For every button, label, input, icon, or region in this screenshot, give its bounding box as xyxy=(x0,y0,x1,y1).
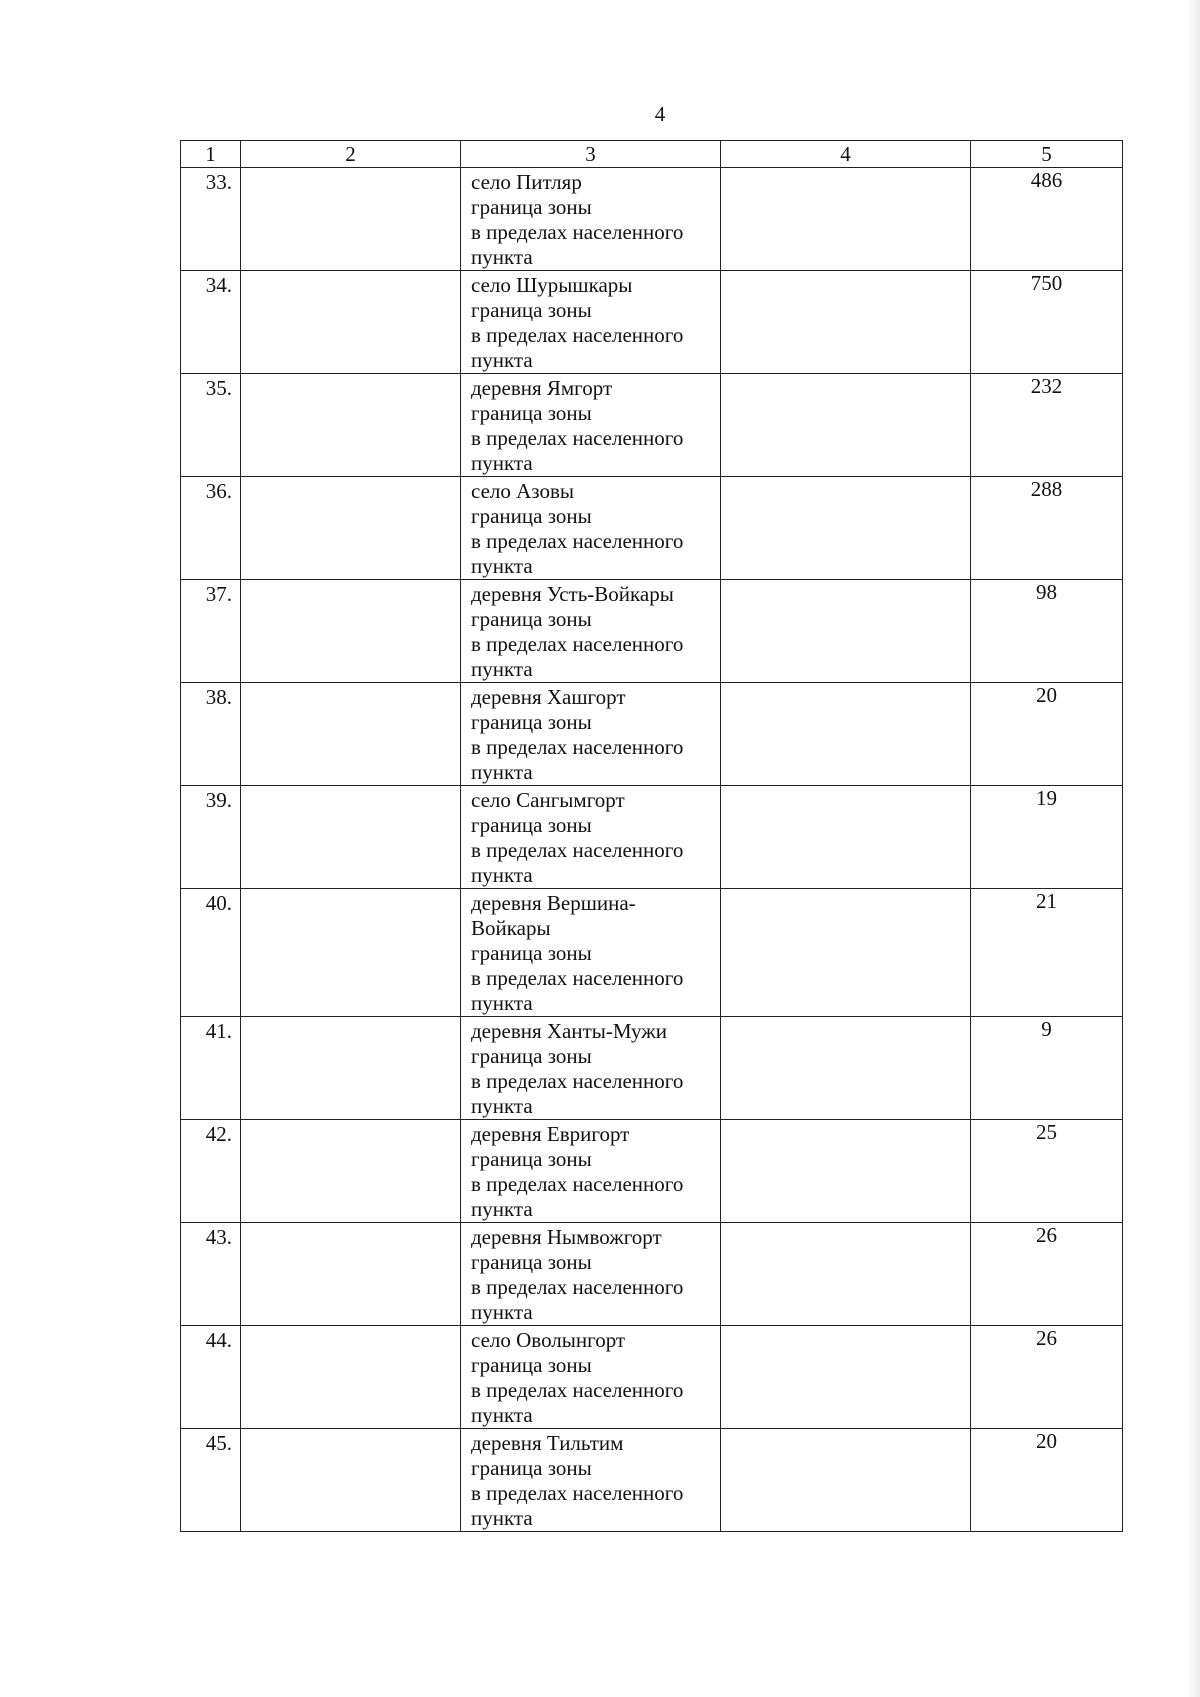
row-value: 288 xyxy=(1030,477,1063,501)
column-4-cell xyxy=(721,1223,971,1326)
value-cell xyxy=(971,1017,1123,1120)
zone-boundary-text: граница зоны xyxy=(471,195,592,219)
settlement-cell xyxy=(461,1223,721,1326)
zone-boundary-text: граница зоны xyxy=(471,504,592,528)
table-row xyxy=(181,1120,1123,1223)
row-number-cell xyxy=(181,168,241,271)
settlement-name: деревня Усть-Войкары xyxy=(471,582,674,606)
row-number-cell xyxy=(181,477,241,580)
settlement-cell xyxy=(461,580,721,683)
column-2-cell xyxy=(241,889,461,1017)
table-row xyxy=(181,580,1123,683)
settlement-cell xyxy=(461,683,721,786)
row-number-cell xyxy=(181,271,241,374)
row-number-cell xyxy=(181,1326,241,1429)
value-cell xyxy=(971,889,1123,1017)
row-number: 38. xyxy=(205,685,232,709)
column-4-cell xyxy=(721,889,971,1017)
column-4-cell xyxy=(721,1429,971,1532)
scope-text: в пределах населенного xyxy=(471,1275,684,1299)
row-number: 36. xyxy=(205,479,232,503)
zone-boundary-text: граница зоны xyxy=(471,813,592,837)
row-number-cell xyxy=(181,683,241,786)
header-cell-3: 3 xyxy=(461,141,721,168)
settlements-table xyxy=(180,140,1123,1532)
value-cell xyxy=(971,1223,1123,1326)
column-4-cell xyxy=(721,683,971,786)
zone-boundary-text: граница зоны xyxy=(471,1044,592,1068)
row-value: 486 xyxy=(1030,168,1063,192)
settlement-cell xyxy=(461,168,721,271)
table-row xyxy=(181,889,1123,1017)
column-4-cell xyxy=(721,1326,971,1429)
table-row xyxy=(181,786,1123,889)
scope-text: в пределах населенного xyxy=(471,529,684,553)
value-cell xyxy=(971,271,1123,374)
settlement-name: деревня Ханты-Мужи xyxy=(471,1019,668,1043)
column-4-cell xyxy=(721,271,971,374)
row-number-cell xyxy=(181,1017,241,1120)
column-2-cell xyxy=(241,1223,461,1326)
scope-text-continued: пункта xyxy=(471,1300,533,1324)
table-row xyxy=(181,168,1123,271)
scope-text: в пределах населенного xyxy=(471,1481,684,1505)
settlement-cell xyxy=(461,1326,721,1429)
scope-text: в пределах населенного xyxy=(471,1378,684,1402)
scope-text-continued: пункта xyxy=(471,991,533,1015)
column-2-cell xyxy=(241,1429,461,1532)
row-value: 750 xyxy=(1030,271,1063,295)
settlement-name-continued: Войкары xyxy=(471,916,551,940)
settlement-cell xyxy=(461,1120,721,1223)
row-number: 33. xyxy=(205,170,232,194)
row-number: 40. xyxy=(205,891,232,915)
scope-text: в пределах населенного xyxy=(471,1069,684,1093)
row-number-cell xyxy=(181,1223,241,1326)
column-2-cell xyxy=(241,1326,461,1429)
row-value: 26 xyxy=(1036,1223,1057,1247)
scope-text-continued: пункта xyxy=(471,863,533,887)
value-cell xyxy=(971,1429,1123,1532)
row-number: 39. xyxy=(205,788,232,812)
row-number: 41. xyxy=(205,1019,232,1043)
column-2-cell xyxy=(241,374,461,477)
scope-text-continued: пункта xyxy=(471,451,533,475)
row-number-cell xyxy=(181,786,241,889)
scope-text-continued: пункта xyxy=(471,554,533,578)
table-row xyxy=(181,683,1123,786)
scope-text: в пределах населенного xyxy=(471,966,684,990)
zone-boundary-text: граница зоны xyxy=(471,401,592,425)
row-number: 43. xyxy=(205,1225,232,1249)
scope-text-continued: пункта xyxy=(471,1403,533,1427)
settlement-cell xyxy=(461,477,721,580)
row-value: 232 xyxy=(1030,374,1063,398)
settlement-cell xyxy=(461,1429,721,1532)
row-number: 42. xyxy=(205,1122,232,1146)
header-cell-1: 1 xyxy=(181,141,241,168)
zone-boundary-text: граница зоны xyxy=(471,1250,592,1274)
scope-text-continued: пункта xyxy=(471,348,533,372)
scope-text-continued: пункта xyxy=(471,760,533,784)
column-4-cell xyxy=(721,1017,971,1120)
zone-boundary-text: граница зоны xyxy=(471,1147,592,1171)
row-value: 25 xyxy=(1036,1120,1057,1144)
value-cell xyxy=(971,1326,1123,1429)
row-number-cell xyxy=(181,1429,241,1532)
table-row xyxy=(181,477,1123,580)
column-2-cell xyxy=(241,786,461,889)
settlement-name: деревня Евригорт xyxy=(471,1122,630,1146)
table-row xyxy=(181,1223,1123,1326)
row-value: 26 xyxy=(1036,1326,1057,1350)
settlement-cell xyxy=(461,374,721,477)
page-number: 4 xyxy=(654,102,666,126)
header-cell-5: 5 xyxy=(971,141,1123,168)
settlement-name: деревня Ямгорт xyxy=(471,376,613,400)
row-number-cell xyxy=(181,889,241,1017)
settlement-name: деревня Вершина- xyxy=(471,891,636,915)
scope-text-continued: пункта xyxy=(471,245,533,269)
column-4-cell xyxy=(721,374,971,477)
header-cell-2: 2 xyxy=(241,141,461,168)
table-body xyxy=(181,168,1123,1532)
scope-text: в пределах населенного xyxy=(471,735,684,759)
settlement-name: деревня Нымвожгорт xyxy=(471,1225,662,1249)
zone-boundary-text: граница зоны xyxy=(471,1456,592,1480)
value-cell xyxy=(971,374,1123,477)
row-value: 20 xyxy=(1036,683,1057,707)
column-4-cell xyxy=(721,477,971,580)
settlement-name: село Шурышкары xyxy=(471,273,633,297)
scope-text: в пределах населенного xyxy=(471,220,684,244)
column-2-cell xyxy=(241,580,461,683)
row-value: 20 xyxy=(1036,1429,1057,1453)
column-4-cell xyxy=(721,786,971,889)
row-number-cell xyxy=(181,1120,241,1223)
settlement-name: село Питляр xyxy=(471,170,582,194)
scope-text: в пределах населенного xyxy=(471,426,684,450)
scope-text-continued: пункта xyxy=(471,657,533,681)
value-cell xyxy=(971,168,1123,271)
table-row xyxy=(181,1326,1123,1429)
scope-text: в пределах населенного xyxy=(471,323,684,347)
row-value: 9 xyxy=(1041,1017,1052,1041)
scope-text-continued: пункта xyxy=(471,1506,533,1530)
settlement-name: село Азовы xyxy=(471,479,574,503)
settlement-cell xyxy=(461,786,721,889)
settlement-name: деревня Тильтим xyxy=(471,1431,624,1455)
zone-boundary-text: граница зоны xyxy=(471,607,592,631)
scope-text-continued: пункта xyxy=(471,1197,533,1221)
zone-boundary-text: граница зоны xyxy=(471,1353,592,1377)
column-4-cell xyxy=(721,1120,971,1223)
table-row xyxy=(181,1017,1123,1120)
page-edge-shadow xyxy=(1188,0,1200,1697)
column-4-cell xyxy=(721,168,971,271)
value-cell xyxy=(971,477,1123,580)
column-2-cell xyxy=(241,1120,461,1223)
header-cell-4: 4 xyxy=(721,141,971,168)
settlement-cell xyxy=(461,1017,721,1120)
column-2-cell xyxy=(241,1017,461,1120)
scope-text-continued: пункта xyxy=(471,1094,533,1118)
value-cell xyxy=(971,683,1123,786)
value-cell xyxy=(971,786,1123,889)
zone-boundary-text: граница зоны xyxy=(471,941,592,965)
settlement-cell xyxy=(461,271,721,374)
scope-text: в пределах населенного xyxy=(471,1172,684,1196)
row-value: 98 xyxy=(1036,580,1057,604)
settlement-name: село Оволынгорт xyxy=(471,1328,626,1352)
column-2-cell xyxy=(241,683,461,786)
row-number: 44. xyxy=(205,1328,232,1352)
column-2-cell xyxy=(241,477,461,580)
settlement-name: деревня Хашгорт xyxy=(471,685,626,709)
settlement-name: село Сангымгорт xyxy=(471,788,625,812)
zone-boundary-text: граница зоны xyxy=(471,710,592,734)
zone-boundary-text: граница зоны xyxy=(471,298,592,322)
row-number-cell xyxy=(181,374,241,477)
value-cell xyxy=(971,580,1123,683)
row-number: 35. xyxy=(205,376,232,400)
column-4-cell xyxy=(721,580,971,683)
column-2-cell xyxy=(241,168,461,271)
scope-text: в пределах населенного xyxy=(471,632,684,656)
value-cell xyxy=(971,1120,1123,1223)
row-value: 19 xyxy=(1036,786,1057,810)
row-value: 21 xyxy=(1036,889,1057,913)
row-number: 45. xyxy=(205,1431,232,1455)
table-row xyxy=(181,1429,1123,1532)
row-number-cell xyxy=(181,580,241,683)
settlement-cell xyxy=(461,889,721,1017)
row-number: 37. xyxy=(205,582,232,606)
row-number: 34. xyxy=(205,273,232,297)
table-row xyxy=(181,374,1123,477)
table-row xyxy=(181,271,1123,374)
column-2-cell xyxy=(241,271,461,374)
scope-text: в пределах населенного xyxy=(471,838,684,862)
header-row xyxy=(181,141,1123,168)
